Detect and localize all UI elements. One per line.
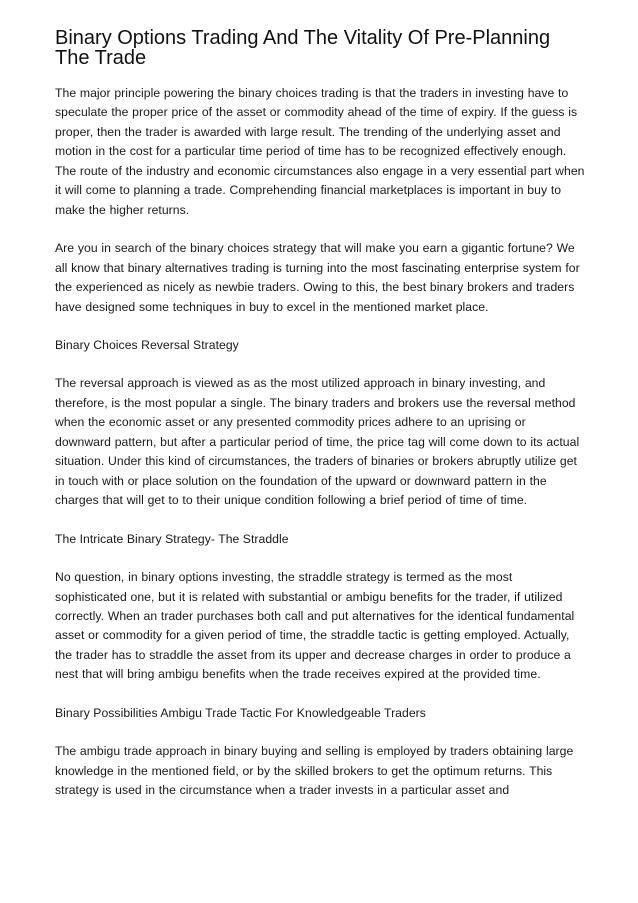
paragraph: No question, in binary options investing, the straddle strategy is termed as the most sophisticated one, but it is related with substantial or ambigu benefits for the trader, if utilized correctly. When an trader purchases both call and put alternatives for the identical fundamental asset or commodity for a given period of time, the straddle tactic is getting employed. Actually, the trader has to straddle the asset from its upper and decrease charges in order to produce a nest that will bring ambigu benefits when the trade receives expired at the provided time. <box>55 570 575 682</box>
section-heading: Binary Choices Reversal Strategy <box>55 337 239 352</box>
section-heading: The Intricate Binary Strategy- The Straddle <box>55 531 289 546</box>
paragraph: The major principle powering the binary choices trading is that the traders in investing have to speculate the proper price of the asset or commodity ahead of the time of expiry. If the guess is proper, then the trader is awarded with large result. The trending of the underlying asset and motion in the cost for a particular time period of time has to be recognized effectively enough. The route of the industry and economic circumstances also engage in a very essential part when it will come to planning a trade. Comprehending financial marketplaces is important in buy to make the higher returns. <box>55 86 585 217</box>
paragraph: The reversal approach is viewed as as the most utilized approach in binary investing, and therefore, is the most popular a single. The binary traders and brokers use the reversal method when the economic asset or any presented commodity prices adhere to an uprising or downward pattern, but after a particular period of time, the price tag will come down to its actual situation. Under this kind of circumstances, the traders of binaries or brokers abruptly utilize get in touch with or place solution on the foundation of the upward or downward pattern in the charges that will get to to their unique condition following a brief period of time of time. <box>55 376 580 508</box>
document-page <box>55 28 585 820</box>
section-heading: Binary Possibilities Ambigu Trade Tactic For Knowledgeable Traders <box>55 705 426 720</box>
paragraph: Are you in search of the binary choices strategy that will make you earn a gigantic fortune? We all know that binary alternatives trading is turning into the most fascinating enterprise system for the experienced as nicely as newbie traders. Owing to this, the best binary brokers and traders have designed some techniques in buy to excel in the mentioned market place. <box>55 241 580 314</box>
document-title: Binary Options Trading And The Vitality Of Pre-Planning The Trade <box>55 27 551 69</box>
paragraph: The ambigu trade approach in binary buying and selling is employed by traders obtaining large knowledge in the mentioned field, or by the skilled brokers to get the optimum returns. This strategy is used in the circumstance when a trader invests in a particular asset and <box>55 744 574 798</box>
